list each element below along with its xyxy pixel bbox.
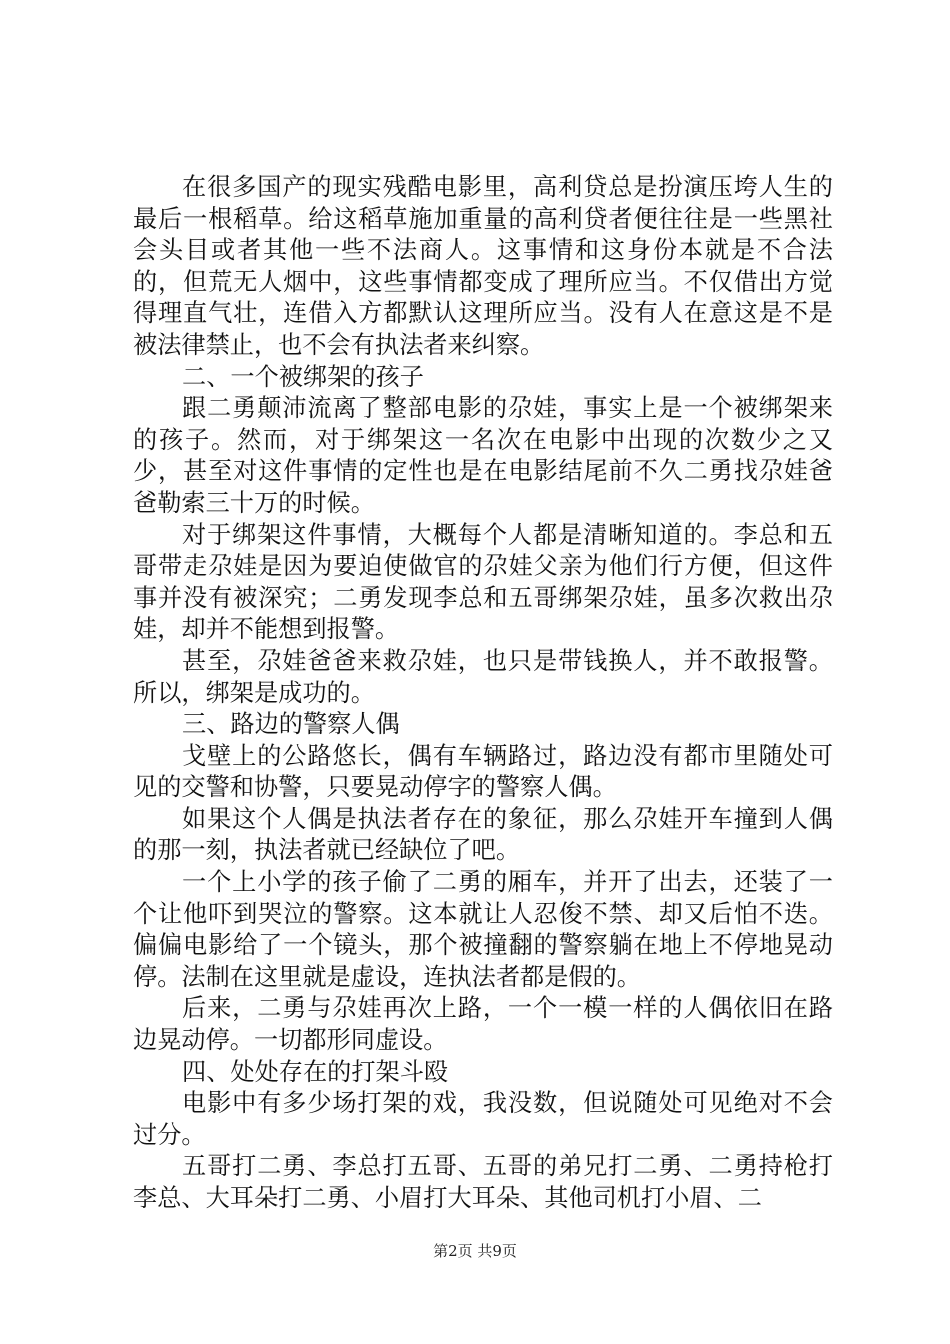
paragraph: 戈壁上的公路悠长，偶有车辆路过，路边没有都市里随处可见的交警和协警，只要晃动停字的警察人偶。 [133,741,833,802]
page-number-footer: 第2页 共9页 [433,1242,517,1260]
paragraph: 五哥打二勇、李总打五哥、五哥的弟兄打二勇、二勇持枪打李总、大耳朵打二勇、小眉打大耳朵、其他司机打小眉、二 [133,1152,833,1212]
paragraph: 甚至，尕娃爸爸来救尕娃，也只是带钱换人，并不敢报警。所以，绑架是成功的。 [133,646,833,707]
paragraph: 在很多国产的现实残酷电影里，高利贷总是扮演压垮人生的最后一根稻草。给这稻草施加重量的高利贷者便往往是一些黑社会头目或者其他一些不法商人。这事情和这身份本就是不合法的，但荒无人烟中，这些事情都变成了理所应当。不仅借出方觉得理直气壮，连借入方都默认这理所应当。没有人在意这是不是被法律禁止，也不会有执法者来纠察。 [133,173,833,359]
paragraph: 对于绑架这件事情，大概每个人都是清晰知道的。李总和五哥带走尕娃是因为要迫使做官的尕娃父亲为他们行方便，但这件事并没有被深究；二勇发现李总和五哥绑架尕娃，虽多次救出尕娃，却并不能想到报警。 [133,520,833,644]
paragraph: 电影中有多少场打架的戏，我没数，但说随处可见绝对不会过分。 [133,1089,833,1149]
section-heading: 四、处处存在的打架斗殴 [182,1057,449,1086]
paragraph: 跟二勇颠沛流离了整部电影的尕娃，事实上是一个被绑架来的孩子。然而，对于绑架这一名次在电影中出现的次数少之又少，甚至对这件事情的定性也是在电影结尾前不久二勇找尕娃爸爸勒索三十万的时候。 [133,394,833,517]
section-heading: 二、一个被绑架的孩子 [182,362,424,391]
document-body [133,172,833,1215]
paragraph: 如果这个人偶是执法者存在的象征，那么尕娃开车撞到人偶的那一刻，执法者就已经缺位了吧。 [133,804,833,865]
section-heading: 三、路边的警察人偶 [182,710,400,739]
paragraph: 后来，二勇与尕娃再次上路，一个一模一样的人偶依旧在路边晃动停。一切都形同虚设。 [133,994,833,1055]
paragraph: 一个上小学的孩子偷了二勇的厢车，并开了出去，还装了一个让他吓到哭泣的警察。这本就让人忍俊不禁、却又后怕不迭。偏偏电影给了一个镜头，那个被撞翻的警察躺在地上不停地晃动停。法制在这里就是虚设，连执法者都是假的。 [133,868,833,991]
